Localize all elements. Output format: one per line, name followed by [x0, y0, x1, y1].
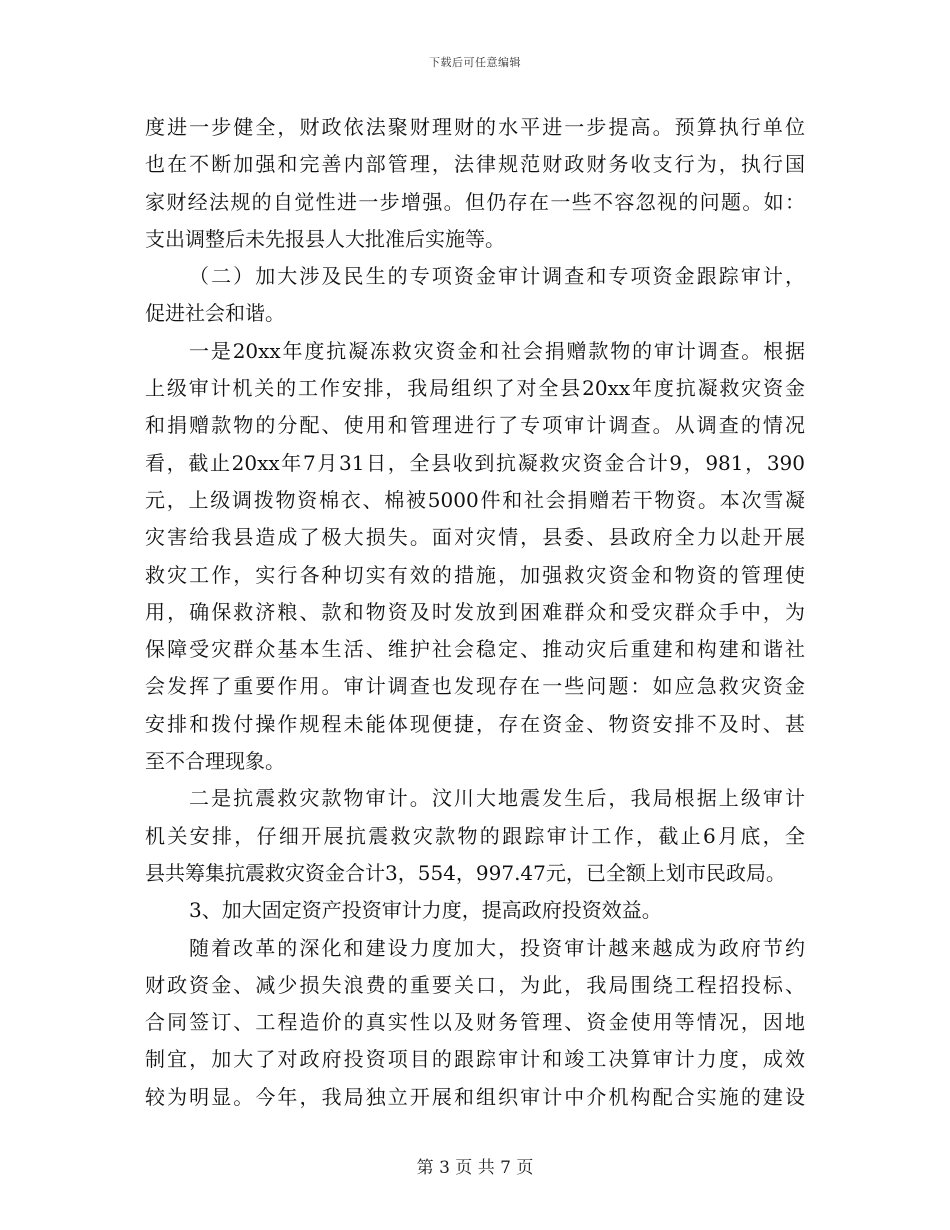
text-line: 会发挥了重要作用。审计调查也发现存在一些问题：如应急救灾资金	[145, 674, 805, 699]
page-header: 下载后可任意编辑	[429, 56, 521, 69]
text-line: 元，上级调拨物资棉衣、棉被5000件和社会捐赠若干物资。本次雪凝	[145, 487, 805, 512]
text-line: 支出调整后未先报县人大批准后实施等。	[145, 226, 505, 251]
text-line: 度进一步健全，财政依法聚财理财的水平进一步提高。预算执行单位	[145, 115, 805, 139]
text-line: 较为明显。今年，我局独立开展和组织审计中介机构配合实施的建设	[145, 1084, 805, 1109]
text-line: 安排和拨付操作规程未能体现便捷，存在资金、物资安排不及时、甚	[145, 711, 805, 736]
text-line: 二是抗震救灾款物审计。汶川大地震发生后，我局根据上级审计	[189, 786, 805, 811]
document-body	[145, 109, 805, 1116]
text-line: 财政资金、减少损失浪费的重要关口，为此，我局围绕工程招投标、	[145, 972, 805, 997]
text-line: 灾害给我县造成了极大损失。面对灾情，县委、县政府全力以赴开展	[145, 525, 805, 550]
section-heading-line: （二）加大涉及民生的专项资金审计调查和专项资金跟踪审计，	[189, 264, 805, 289]
section-heading-line: 促进社会和谐。	[145, 301, 285, 326]
text-line: 救灾工作，实行各种切实有效的措施，加强救灾资金和物资的管理使	[145, 562, 805, 587]
text-line: 保障受灾群众基本生活、维护社会稳定、推动灾后重建和构建和谐社	[145, 637, 805, 662]
section-heading-line: 3、加大固定资产投资审计力度，提高政府投资效益。	[189, 898, 662, 923]
text-line: 和捐赠款物的分配、使用和管理进行了专项审计调查。从调查的情况	[145, 413, 805, 438]
text-line: 随着改革的深化和建设力度加大，投资审计越来越成为政府节约	[189, 935, 805, 960]
text-line: 县共筹集抗震救灾资金合计3，554，997.47元，已全额上划市民政局。	[145, 860, 786, 885]
text-line: 至不合理现象。	[145, 749, 285, 774]
text-line: 上级审计机关的工作安排，我局组织了对全县20xx年度抗凝救灾资金	[145, 376, 805, 401]
text-line: 用，确保救济粮、款和物资及时发放到困难群众和受灾群众手中，为	[145, 599, 805, 624]
text-line: 看，截止20xx年7月31日，全县收到抗凝救灾资金合计9，981，390	[145, 450, 805, 475]
text-line: 也在不断加强和完善内部管理，法律规范财政财务收支行为，执行国	[145, 152, 805, 177]
text-line: 机关安排，仔细开展抗震救灾款物的跟踪审计工作，截止6月底，全	[145, 823, 805, 848]
text-line: 一是20xx年度抗凝冻救灾资金和社会捐赠款物的审计调查。根据	[189, 338, 805, 363]
text-line: 制宜，加大了对政府投资项目的跟踪审计和竣工决算审计力度，成效	[145, 1047, 805, 1072]
text-line: 家财经法规的自觉性进一步增强。但仍存在一些不容忽视的问题。如：	[145, 189, 805, 214]
page-footer: 第 3 页 共 7 页	[416, 1158, 534, 1178]
text-line: 合同签订、工程造价的真实性以及财务管理、资金使用等情况，因地	[145, 1010, 805, 1035]
